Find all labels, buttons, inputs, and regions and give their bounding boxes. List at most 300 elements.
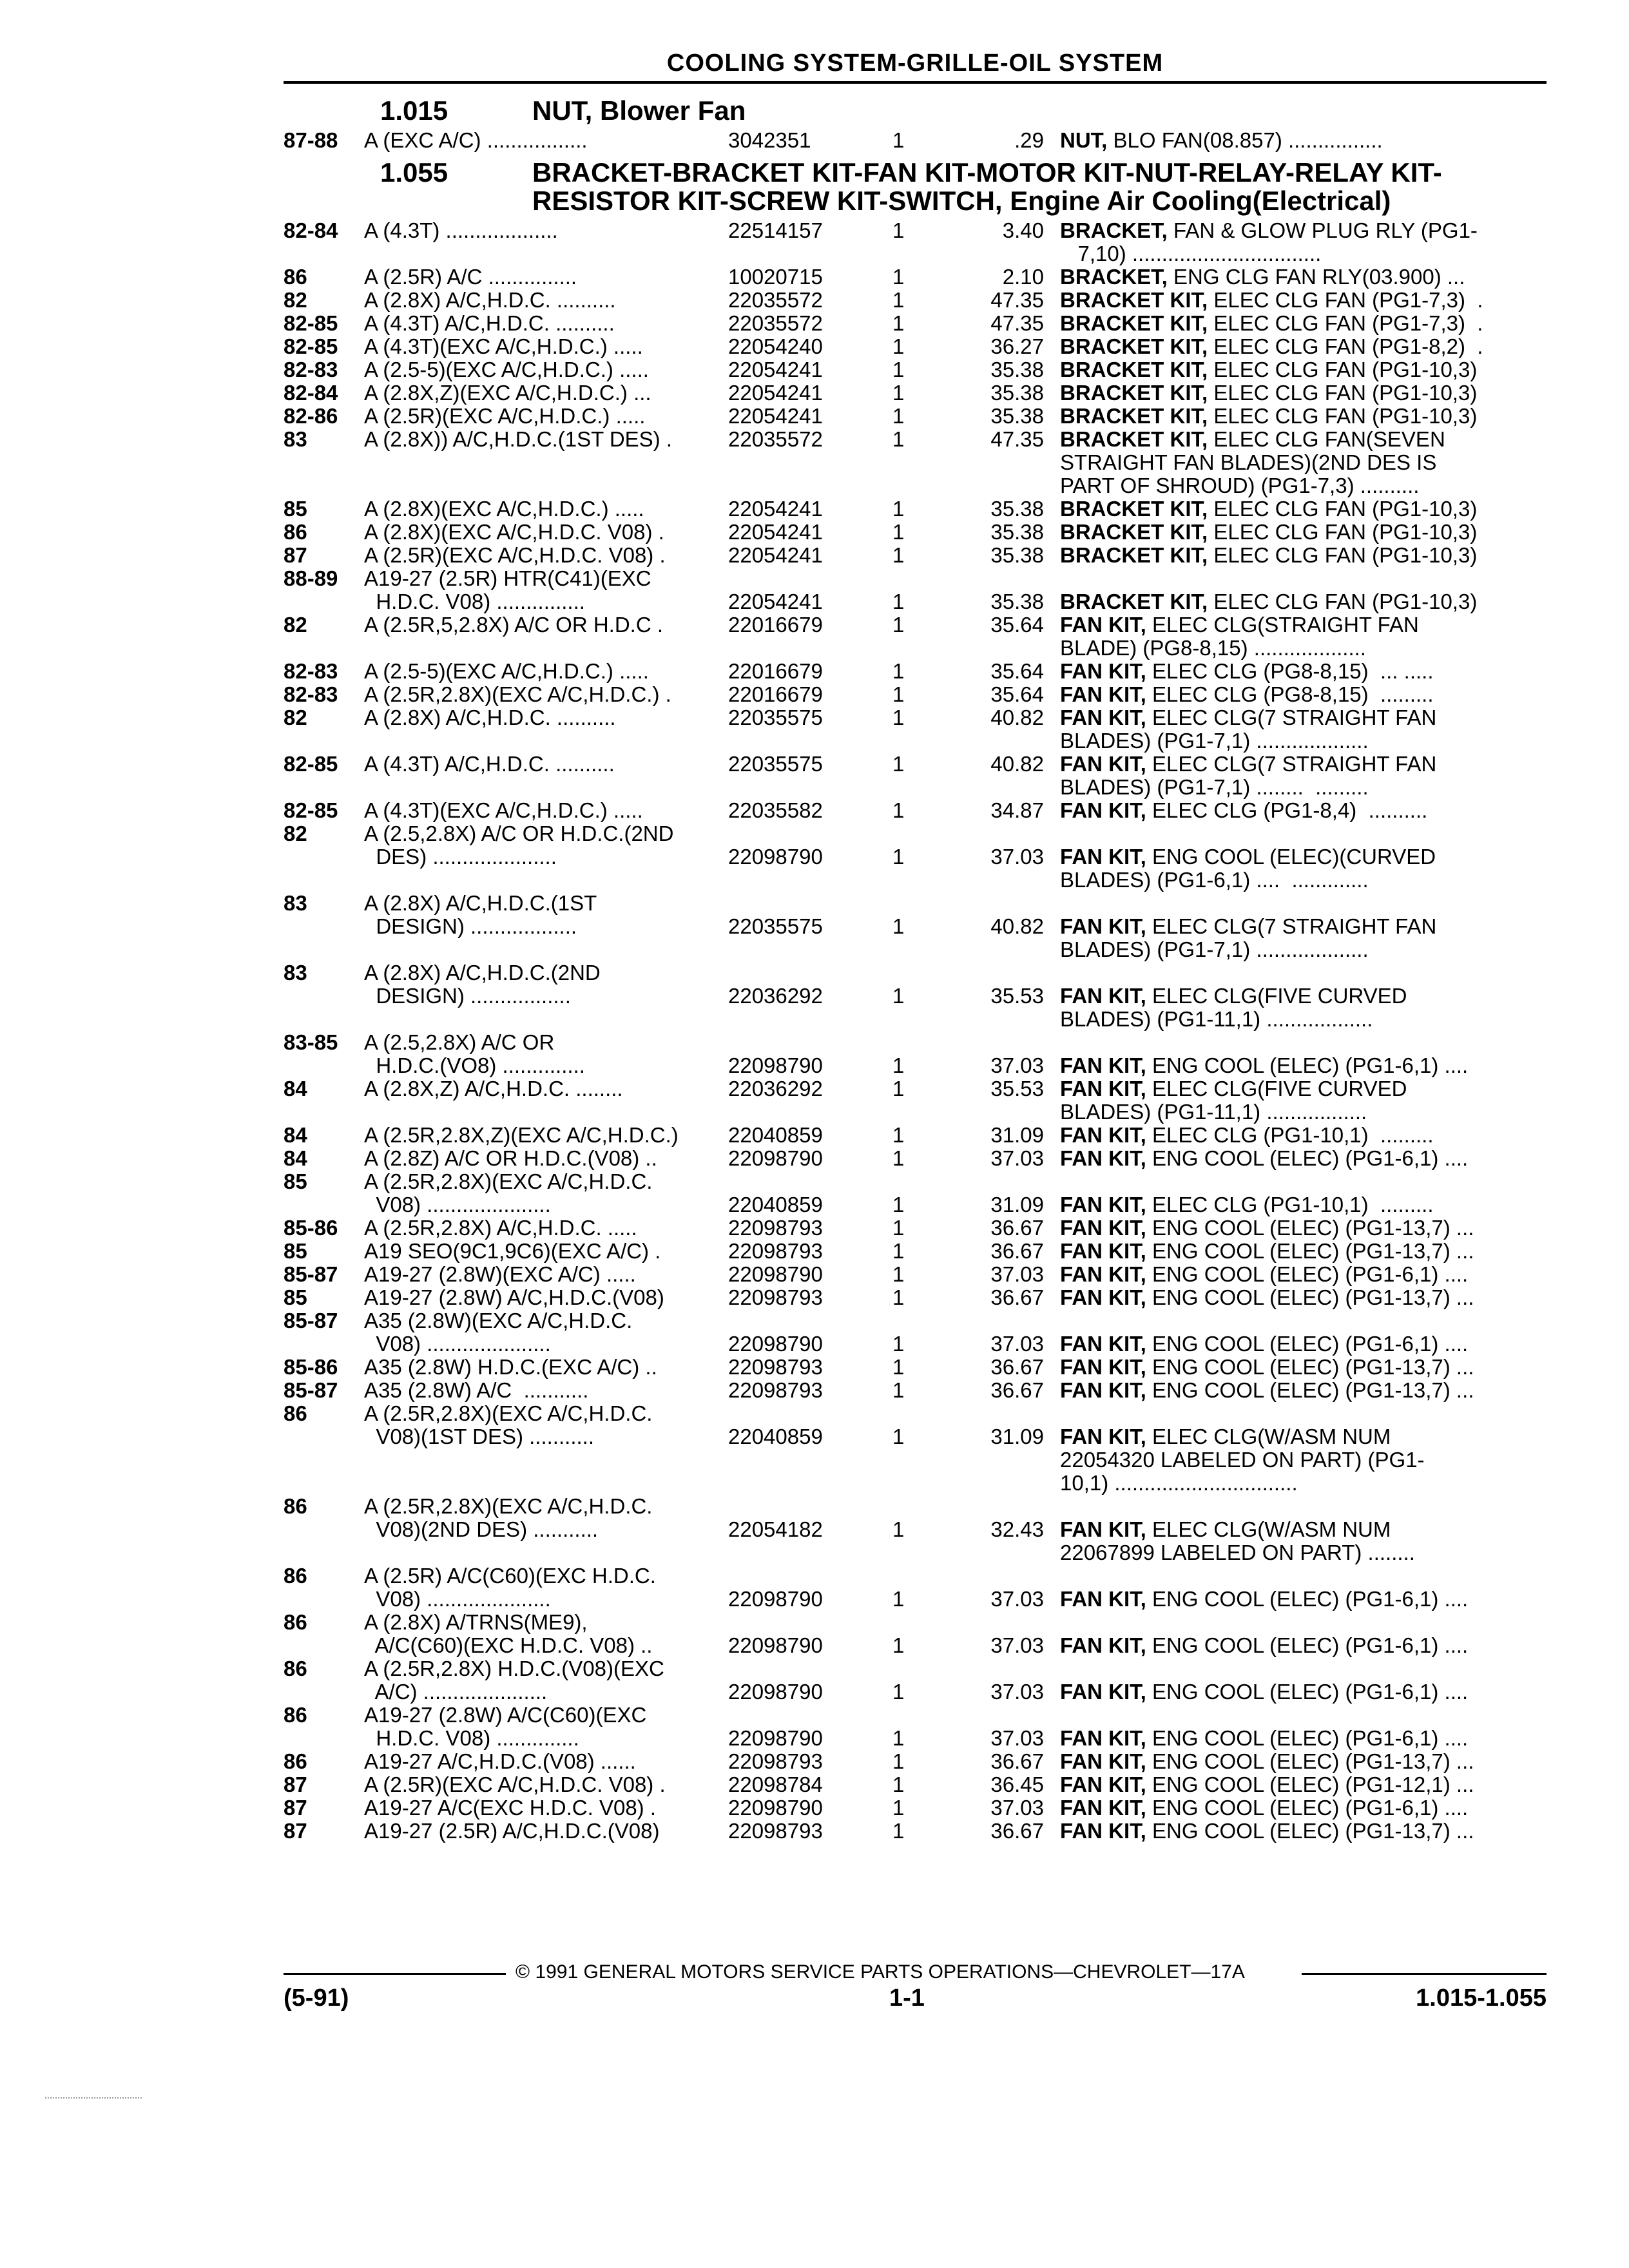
part-number: 22016679: [728, 613, 823, 637]
description-text: BLADE) (PG8-8,15) ...................: [1060, 637, 1366, 660]
quantity: 1: [892, 1796, 905, 1820]
parts-row: [284, 822, 1547, 845]
parts-row: [284, 1518, 1547, 1541]
part-number: 22098790: [728, 1053, 823, 1077]
price: 37.03: [990, 1726, 1044, 1750]
description-text: ENG COOL (ELEC) (PG1-13,7) ...: [1146, 1286, 1474, 1309]
description-keyword: BRACKET KIT,: [1060, 381, 1208, 405]
model-years: 82-84: [284, 381, 338, 405]
parts-row: [284, 753, 1547, 776]
description: [1060, 129, 1547, 152]
quantity: 1: [892, 265, 905, 289]
description-text: BLADES) (PG1-11,1) .................: [1060, 1100, 1367, 1124]
parts-row: [284, 129, 1547, 152]
application: DESIGN) .................: [364, 985, 571, 1008]
description: [1060, 660, 1547, 683]
description: [1060, 1286, 1547, 1309]
price: 35.64: [990, 659, 1044, 683]
parts-row: [284, 1773, 1547, 1796]
part-number: 22054241: [728, 381, 823, 405]
footer-rule-right: [1302, 1973, 1547, 1975]
description: [1060, 1100, 1547, 1124]
application: A (2.8X) A/C,H.D.C. ..........: [364, 706, 616, 729]
price: 37.03: [990, 1332, 1044, 1356]
description-text: ENG COOL (ELEC) (PG1-13,7) ...: [1146, 1750, 1474, 1773]
description-text: ELEC CLG FAN (PG1-10,3): [1208, 521, 1478, 544]
catalog-page: [284, 45, 1547, 1843]
parts-row: [284, 1541, 1547, 1564]
price: 35.53: [990, 984, 1044, 1008]
description: [1060, 1240, 1547, 1263]
description: [1060, 1425, 1547, 1448]
parts-row: [284, 428, 1547, 451]
footer-rule-left: [284, 1973, 506, 1975]
part-number: 22098790: [728, 1726, 823, 1750]
price: 36.45: [990, 1773, 1044, 1796]
model-years: 86: [284, 1657, 307, 1680]
description-text: ELEC CLG FAN (PG1-10,3): [1208, 590, 1478, 613]
parts-row: [284, 567, 1547, 590]
description-keyword: BRACKET KIT,: [1060, 497, 1208, 521]
model-years: 87: [284, 1773, 307, 1796]
application: V08)(2ND DES) ...........: [364, 1518, 599, 1541]
price: .29: [1014, 128, 1044, 152]
description-keyword: BRACKET KIT,: [1060, 544, 1208, 567]
description: [1060, 312, 1547, 335]
model-years: 82-86: [284, 404, 338, 428]
description-text: ELEC CLG FAN (PG1-10,3): [1208, 497, 1478, 521]
application: A19-27 A/C(EXC H.D.C. V08) .: [364, 1796, 656, 1820]
application: A (2.5R) A/C ...............: [364, 265, 577, 289]
description: [1060, 1077, 1547, 1100]
description: [1060, 753, 1547, 776]
model-years: 82-83: [284, 659, 338, 683]
quantity: 1: [892, 128, 905, 152]
quantity: 1: [892, 1239, 905, 1263]
description: [1060, 1541, 1547, 1564]
description-text: ELEC CLG FAN (PG1-10,3): [1208, 544, 1478, 567]
description: [1060, 1379, 1547, 1402]
quantity: 1: [892, 613, 905, 637]
application: A (2.5R,5,2.8X) A/C OR H.D.C .: [364, 613, 663, 637]
application: A (2.8X)(EXC A/C,H.D.C. V08) .: [364, 521, 664, 544]
description: [1060, 405, 1547, 428]
description-text: ELEC CLG(W/ASM NUM: [1146, 1425, 1391, 1448]
parts-row: [284, 521, 1547, 544]
page-header-title: COOLING SYSTEM-GRILLE-OIL SYSTEM: [284, 45, 1547, 84]
part-number: 22054240: [728, 334, 823, 358]
description: [1060, 428, 1547, 451]
description-keyword: FAN KIT,: [1060, 1379, 1146, 1402]
price: 35.53: [990, 1077, 1044, 1100]
application: DES) .....................: [364, 845, 557, 869]
parts-row: [284, 451, 1547, 474]
description: [1060, 358, 1547, 381]
application: A (EXC A/C) .................: [364, 129, 588, 152]
description-text: ENG COOL (ELEC) (PG1-6,1) ....: [1146, 1054, 1469, 1077]
description: [1060, 1193, 1547, 1216]
page-footer: [284, 1959, 1547, 2017]
application: H.D.C.(VO8) ..............: [364, 1054, 585, 1077]
description-text: ELEC CLG (PG1-10,1) .........: [1146, 1124, 1434, 1147]
parts-row: [284, 544, 1547, 567]
part-number: 22035572: [728, 288, 823, 312]
description-text: ENG COOL (ELEC) (PG1-6,1) ....: [1146, 1680, 1469, 1704]
description-keyword: FAN KIT,: [1060, 1332, 1146, 1356]
description: [1060, 544, 1547, 567]
model-years: 85-87: [284, 1309, 338, 1332]
parts-row: [284, 381, 1547, 405]
application: A (2.5-5)(EXC A/C,H.D.C.) .....: [364, 660, 649, 683]
description-text: ENG COOL (ELEC) (PG1-13,7) ...: [1146, 1240, 1474, 1263]
quantity: 1: [892, 427, 905, 451]
model-years: 82: [284, 822, 307, 845]
description-text: ELEC CLG (PG8-8,15) .........: [1146, 683, 1434, 706]
model-years: 85-87: [284, 1378, 338, 1402]
group-name: NUT, Blower Fan: [532, 95, 746, 126]
description-keyword: FAN KIT,: [1060, 1820, 1146, 1843]
description: [1060, 729, 1547, 753]
parts-row: [284, 1309, 1547, 1332]
description: [1060, 613, 1547, 637]
parts-row: [284, 1727, 1547, 1750]
model-years: 83: [284, 961, 307, 985]
application: A19-27 (2.8W)(EXC A/C) .....: [364, 1263, 636, 1286]
description-text: FAN & GLOW PLUG RLY (PG1-: [1167, 219, 1478, 242]
model-years: 87: [284, 543, 307, 567]
application: V08)(1ST DES) ...........: [364, 1425, 594, 1448]
description-text: BLO FAN(08.857) ................: [1107, 129, 1383, 152]
description-text: 22054320 LABELED ON PART) (PG1-: [1060, 1448, 1425, 1472]
description-keyword: BRACKET KIT,: [1060, 335, 1208, 358]
parts-row: [284, 497, 1547, 521]
parts-row: [284, 474, 1547, 497]
group-title: [284, 97, 1547, 125]
description: [1060, 776, 1547, 799]
part-number: 10020715: [728, 265, 823, 289]
price: 36.67: [990, 1239, 1044, 1263]
part-number: 22040859: [728, 1425, 823, 1448]
price: 31.09: [990, 1425, 1044, 1448]
description-text: BLADES) (PG1-7,1) ........ .........: [1060, 776, 1369, 799]
model-years: 82: [284, 613, 307, 637]
description-text: ELEC CLG FAN (PG1-10,3): [1208, 405, 1478, 428]
description: [1060, 1332, 1547, 1356]
description-keyword: FAN KIT,: [1060, 1750, 1146, 1773]
application: A35 (2.8W) A/C ...........: [364, 1379, 589, 1402]
description: [1060, 219, 1547, 242]
parts-row: [284, 1008, 1547, 1031]
parts-row: [284, 1356, 1547, 1379]
part-number: 22098790: [728, 1262, 823, 1286]
description-keyword: FAN KIT,: [1060, 1124, 1146, 1147]
part-number: 22098790: [728, 1587, 823, 1611]
model-years: 82-85: [284, 334, 338, 358]
application: A (2.5R,2.8X)(EXC A/C,H.D.C.: [364, 1495, 653, 1518]
price: 35.38: [990, 497, 1044, 521]
part-number: 22035582: [728, 798, 823, 822]
model-years: 86: [284, 520, 307, 544]
parts-row: [284, 1564, 1547, 1588]
description-text: 7,10) ................................: [1060, 242, 1322, 265]
description-keyword: BRACKET KIT,: [1060, 289, 1208, 312]
parts-row: [284, 1124, 1547, 1147]
parts-row: [284, 1263, 1547, 1286]
description-text: ELEC CLG (PG8-8,15) ... .....: [1146, 660, 1434, 683]
model-years: 82-84: [284, 218, 338, 242]
application: A (4.3T)(EXC A/C,H.D.C.) .....: [364, 335, 643, 358]
part-number: 22054182: [728, 1517, 823, 1541]
description: [1060, 1634, 1547, 1657]
quantity: 1: [892, 1378, 905, 1402]
parts-row: [284, 1402, 1547, 1425]
description-text: ENG COOL (ELEC) (PG1-13,7) ...: [1146, 1216, 1474, 1240]
description-keyword: FAN KIT,: [1060, 1356, 1146, 1379]
quantity: 1: [892, 752, 905, 776]
part-number: 22040859: [728, 1193, 823, 1216]
quantity: 1: [892, 1425, 905, 1448]
description: [1060, 1147, 1547, 1170]
description-text: PART OF SHROUD) (PG1-7,3) ..........: [1060, 474, 1420, 497]
description: [1060, 1356, 1547, 1379]
description-keyword: FAN KIT,: [1060, 753, 1146, 776]
quantity: 1: [892, 288, 905, 312]
description-text: BLADES) (PG1-11,1) ..................: [1060, 1008, 1373, 1031]
description: [1060, 381, 1547, 405]
price: 35.64: [990, 613, 1044, 637]
description: [1060, 938, 1547, 961]
application: A19-27 (2.5R) HTR(C41)(EXC: [364, 567, 651, 590]
part-number: 22035575: [728, 914, 823, 938]
quantity: 1: [892, 358, 905, 381]
quantity: 1: [892, 1332, 905, 1356]
parts-row: [284, 242, 1547, 265]
application: A (2.8X)) A/C,H.D.C.(1ST DES) .: [364, 428, 673, 451]
part-number: 22054241: [728, 520, 823, 544]
price: 35.38: [990, 381, 1044, 405]
application: A (2.5R,2.8X)(EXC A/C,H.D.C.) .: [364, 683, 671, 706]
application: A (2.5-5)(EXC A/C,H.D.C.) .....: [364, 358, 649, 381]
description: [1060, 683, 1547, 706]
quantity: 1: [892, 914, 905, 938]
quantity: 1: [892, 1773, 905, 1796]
parts-row: [284, 1448, 1547, 1472]
description-keyword: FAN KIT,: [1060, 1240, 1146, 1263]
part-number: 22098793: [728, 1819, 823, 1843]
application: A19-27 (2.8W) A/C(C60)(EXC: [364, 1704, 647, 1727]
price: 36.67: [990, 1749, 1044, 1773]
description: [1060, 289, 1547, 312]
parts-row: [284, 1680, 1547, 1704]
part-number: 22098793: [728, 1355, 823, 1379]
application: DESIGN) ..................: [364, 915, 577, 938]
part-number: 22098793: [728, 1239, 823, 1263]
part-number: 22098790: [728, 1796, 823, 1820]
model-years: 88-89: [284, 566, 338, 590]
application: A/C) .....................: [364, 1680, 548, 1704]
part-number: 22098790: [728, 1332, 823, 1356]
description-text: ELEC CLG(W/ASM NUM: [1146, 1518, 1391, 1541]
application: V08) .....................: [364, 1332, 551, 1356]
application: A (2.8X,Z) A/C,H.D.C. ........: [364, 1077, 623, 1100]
description-keyword: FAN KIT,: [1060, 1193, 1146, 1216]
application: A19-27 (2.8W) A/C,H.D.C.(V08): [364, 1286, 664, 1309]
description: [1060, 1008, 1547, 1031]
group-title: [284, 159, 1547, 215]
parts-row: [284, 1750, 1547, 1773]
quantity: 1: [892, 590, 905, 613]
model-years: 84: [284, 1123, 307, 1147]
description-keyword: BRACKET KIT,: [1060, 405, 1208, 428]
application: A (2.5,2.8X) A/C OR: [364, 1031, 555, 1054]
parts-row: [284, 1240, 1547, 1263]
footer-copyright-line: [284, 1959, 1547, 1984]
description-text: ENG CLG FAN RLY(03.900) ...: [1167, 265, 1465, 289]
description-text: ENG COOL (ELEC) (PG1-13,7) ...: [1146, 1379, 1474, 1402]
parts-row: [284, 358, 1547, 381]
description-keyword: FAN KIT,: [1060, 985, 1146, 1008]
description-text: STRAIGHT FAN BLADES)(2ND DES IS: [1060, 451, 1437, 474]
part-number: 22036292: [728, 984, 823, 1008]
application: A (4.3T) ...................: [364, 219, 558, 242]
model-years: 86: [284, 1401, 307, 1425]
part-number: 22035572: [728, 311, 823, 335]
description: [1060, 242, 1547, 265]
description-keyword: FAN KIT,: [1060, 1077, 1146, 1100]
description-text: ELEC CLG FAN (PG1-7,3) .: [1208, 312, 1483, 335]
part-number: 22054241: [728, 543, 823, 567]
description-keyword: FAN KIT,: [1060, 1796, 1146, 1820]
application: A (2.5R)(EXC A/C,H.D.C.) .....: [364, 405, 646, 428]
description-keyword: BRACKET KIT,: [1060, 590, 1208, 613]
parts-row: [284, 1216, 1547, 1240]
price: 36.67: [990, 1819, 1044, 1843]
footer-page-number: 1-1: [889, 1984, 925, 2012]
parts-row: [284, 845, 1547, 869]
parts-row: [284, 637, 1547, 660]
quantity: 1: [892, 1587, 905, 1611]
footer-copyright: © 1991 GENERAL MOTORS SERVICE PARTS OPERATIONS—CHEVROLET—17A: [516, 1961, 1245, 1983]
application: A (2.8X) A/TRNS(ME9),: [364, 1611, 588, 1634]
parts-row: [284, 1472, 1547, 1495]
quantity: 1: [892, 311, 905, 335]
application: A (2.5R)(EXC A/C,H.D.C. V08) .: [364, 1773, 666, 1796]
parts-row: [284, 1379, 1547, 1402]
part-number: 22098790: [728, 845, 823, 869]
parts-row: [284, 265, 1547, 289]
parts-row: [284, 1077, 1547, 1100]
price: 40.82: [990, 706, 1044, 729]
description: [1060, 1263, 1547, 1286]
model-years: 86: [284, 1494, 307, 1518]
quantity: 1: [892, 845, 905, 869]
model-years: 82-83: [284, 682, 338, 706]
parts-row: [284, 683, 1547, 706]
description-text: ELEC CLG(7 STRAIGHT FAN: [1146, 753, 1437, 776]
description: [1060, 869, 1547, 892]
parts-groups: [284, 97, 1547, 1843]
parts-row: [284, 985, 1547, 1008]
application: A (4.3T)(EXC A/C,H.D.C.) .....: [364, 799, 643, 822]
part-number: 22016679: [728, 659, 823, 683]
part-number: 22016679: [728, 682, 823, 706]
part-number: 22098790: [728, 1146, 823, 1170]
quantity: 1: [892, 659, 905, 683]
price: 35.64: [990, 682, 1044, 706]
description: [1060, 1472, 1547, 1495]
price: 40.82: [990, 752, 1044, 776]
price: 36.67: [990, 1285, 1044, 1309]
parts-row: [284, 1634, 1547, 1657]
description-text: ENG COOL (ELEC) (PG1-6,1) ....: [1146, 1634, 1469, 1657]
description-keyword: FAN KIT,: [1060, 1054, 1146, 1077]
description: [1060, 1796, 1547, 1820]
description-keyword: FAN KIT,: [1060, 915, 1146, 938]
group-number: 1.055: [380, 157, 448, 187]
application: A35 (2.8W)(EXC A/C,H.D.C.: [364, 1309, 633, 1332]
description: [1060, 497, 1547, 521]
price: 36.67: [990, 1216, 1044, 1240]
price: 47.35: [990, 427, 1044, 451]
description-text: ENG COOL (ELEC) (PG1-13,7) ...: [1146, 1356, 1474, 1379]
description: [1060, 474, 1547, 497]
model-years: 86: [284, 1610, 307, 1634]
footer-date-code: (5-91): [284, 1984, 349, 2012]
price: 37.03: [990, 1146, 1044, 1170]
description-text: ELEC CLG FAN (PG1-7,3) .: [1208, 289, 1483, 312]
description-text: ENG COOL (ELEC)(CURVED: [1146, 845, 1436, 869]
group-number: 1.015: [380, 95, 448, 126]
description-keyword: FAN KIT,: [1060, 683, 1146, 706]
application: A (4.3T) A/C,H.D.C. ..........: [364, 312, 615, 335]
part-number: 22098784: [728, 1773, 823, 1796]
quantity: 1: [892, 543, 905, 567]
application: A (2.8X,Z)(EXC A/C,H.D.C.) ...: [364, 381, 651, 405]
model-years: 86: [284, 1703, 307, 1727]
model-years: 82: [284, 288, 307, 312]
scan-artifact: [45, 2097, 142, 2100]
description: [1060, 1727, 1547, 1750]
model-years: 85: [284, 497, 307, 521]
price: 31.09: [990, 1193, 1044, 1216]
quantity: 1: [892, 404, 905, 428]
description-keyword: FAN KIT,: [1060, 1263, 1146, 1286]
quantity: 1: [892, 984, 905, 1008]
application: A (2.5R) A/C(C60)(EXC H.D.C.: [364, 1564, 656, 1588]
model-years: 85-86: [284, 1355, 338, 1379]
model-years: 87-88: [284, 128, 338, 152]
model-years: 82: [284, 706, 307, 729]
quantity: 1: [892, 1053, 905, 1077]
part-number: 22098790: [728, 1633, 823, 1657]
application: V08) .....................: [364, 1193, 551, 1216]
quantity: 1: [892, 1355, 905, 1379]
price: 35.38: [990, 520, 1044, 544]
part-number: 22514157: [728, 218, 823, 242]
model-years: 85: [284, 1239, 307, 1263]
model-years: 82-83: [284, 358, 338, 381]
description-keyword: FAN KIT,: [1060, 1147, 1146, 1170]
model-years: 87: [284, 1819, 307, 1843]
application: A19-27 (2.5R) A/C,H.D.C.(V08): [364, 1820, 660, 1843]
application: A (2.5R,2.8X)(EXC A/C,H.D.C.: [364, 1402, 653, 1425]
description-text: ELEC CLG(7 STRAIGHT FAN: [1146, 915, 1437, 938]
description-text: ENG COOL (ELEC) (PG1-6,1) ....: [1146, 1796, 1469, 1820]
part-number: 22035575: [728, 706, 823, 729]
description-keyword: FAN KIT,: [1060, 1216, 1146, 1240]
description-keyword: FAN KIT,: [1060, 660, 1146, 683]
quantity: 1: [892, 497, 905, 521]
